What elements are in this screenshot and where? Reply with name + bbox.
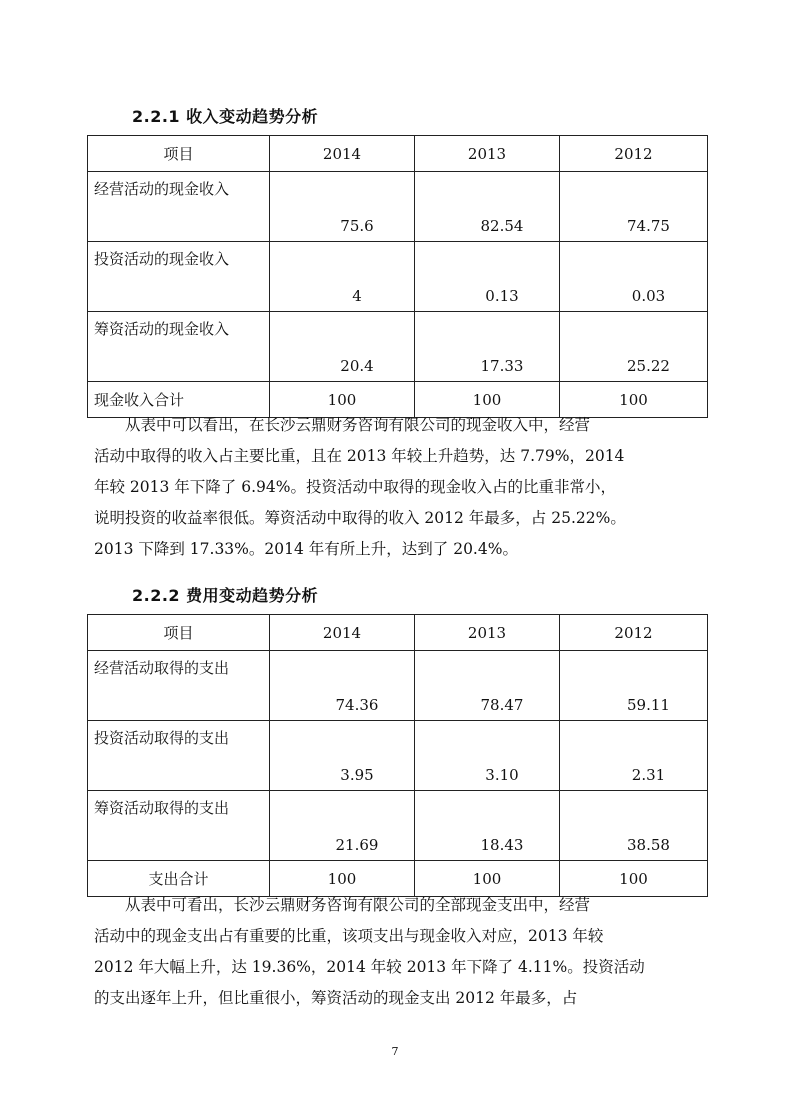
total-cell: 100 <box>270 382 415 418</box>
header-cell: 2012 <box>560 136 708 172</box>
table-row <box>88 651 708 721</box>
section-heading-expense: 2.2.2 费用变动趋势分析 <box>132 586 319 605</box>
row-label: 经营活动取得的支出 <box>88 651 270 721</box>
header-cell: 2013 <box>415 615 560 651</box>
total-cell: 100 <box>270 861 415 897</box>
value-cell: 38.58 <box>560 791 708 861</box>
value-cell: 20.4 <box>270 312 415 382</box>
total-cell: 100 <box>415 382 560 418</box>
paragraph-line: 2013 下降到 17.33%。2014 年有所上升，达到了 20.4%。 <box>94 540 518 558</box>
expense-analysis-paragraph <box>94 890 698 1014</box>
paragraph-line: 年较 2013 年下降了 6.94%。投资活动中取得的现金收入占的比重非常小， <box>94 478 616 496</box>
value-cell: 4 <box>270 242 415 312</box>
table-header-row <box>88 136 708 172</box>
section-heading-income: 2.2.1 收入变动趋势分析 <box>132 107 319 126</box>
row-label: 投资活动取得的支出 <box>88 721 270 791</box>
value-cell: 3.10 <box>415 721 560 791</box>
value-cell: 75.6 <box>270 172 415 242</box>
total-cell: 100 <box>560 382 708 418</box>
table-row <box>88 172 708 242</box>
total-cell: 100 <box>560 861 708 897</box>
table-header-row <box>88 615 708 651</box>
row-label: 投资活动的现金收入 <box>88 242 270 312</box>
value-cell: 21.69 <box>270 791 415 861</box>
header-cell: 2014 <box>270 615 415 651</box>
value-cell: 59.11 <box>560 651 708 721</box>
value-cell: 0.03 <box>560 242 708 312</box>
paragraph-line: 活动中的现金支出占有重要的比重，该项支出与现金收入对应，2013 年较 <box>94 927 604 945</box>
header-cell: 项目 <box>88 136 270 172</box>
total-cell: 100 <box>415 861 560 897</box>
header-cell: 2013 <box>415 136 560 172</box>
value-cell: 0.13 <box>415 242 560 312</box>
table-row <box>88 242 708 312</box>
value-cell: 82.54 <box>415 172 560 242</box>
row-label: 筹资活动取得的支出 <box>88 791 270 861</box>
value-cell: 3.95 <box>270 721 415 791</box>
paragraph-line: 从表中可看出，长沙云鼎财务咨询有限公司的全部现金支出中，经营 <box>94 896 591 914</box>
header-cell: 2012 <box>560 615 708 651</box>
value-cell: 2.31 <box>560 721 708 791</box>
table-row <box>88 312 708 382</box>
paragraph-line: 活动中取得的收入占主要比重，且在 2013 年较上升趋势，达 7.79%，2014 <box>94 447 625 465</box>
paragraph-line: 从表中可以看出，在长沙云鼎财务咨询有限公司的现金收入中，经营 <box>94 416 591 434</box>
value-cell: 18.43 <box>415 791 560 861</box>
row-label: 经营活动的现金收入 <box>88 172 270 242</box>
header-cell: 2014 <box>270 136 415 172</box>
table-row <box>88 791 708 861</box>
value-cell: 17.33 <box>415 312 560 382</box>
value-cell: 25.22 <box>560 312 708 382</box>
total-label: 支出合计 <box>88 861 270 897</box>
income-analysis-paragraph <box>94 410 698 565</box>
table-row <box>88 721 708 791</box>
header-cell: 项目 <box>88 615 270 651</box>
income-table <box>87 135 708 418</box>
value-cell: 74.36 <box>270 651 415 721</box>
paragraph-line: 2012 年大幅上升，达 19.36%，2014 年较 2013 年下降了 4.11%。投资活动 <box>94 958 645 976</box>
total-label: 现金收入合计 <box>88 382 270 418</box>
row-label: 筹资活动的现金收入 <box>88 312 270 382</box>
paragraph-line: 的支出逐年上升，但比重很小，筹资活动的现金支出 2012 年最多，占 <box>94 989 578 1007</box>
value-cell: 78.47 <box>415 651 560 721</box>
page-number: 7 <box>391 1045 399 1058</box>
expense-table <box>87 614 708 897</box>
value-cell: 74.75 <box>560 172 708 242</box>
paragraph-line: 说明投资的收益率很低。筹资活动中取得的收入 2012 年最多，占 25.22%。 <box>94 509 626 527</box>
